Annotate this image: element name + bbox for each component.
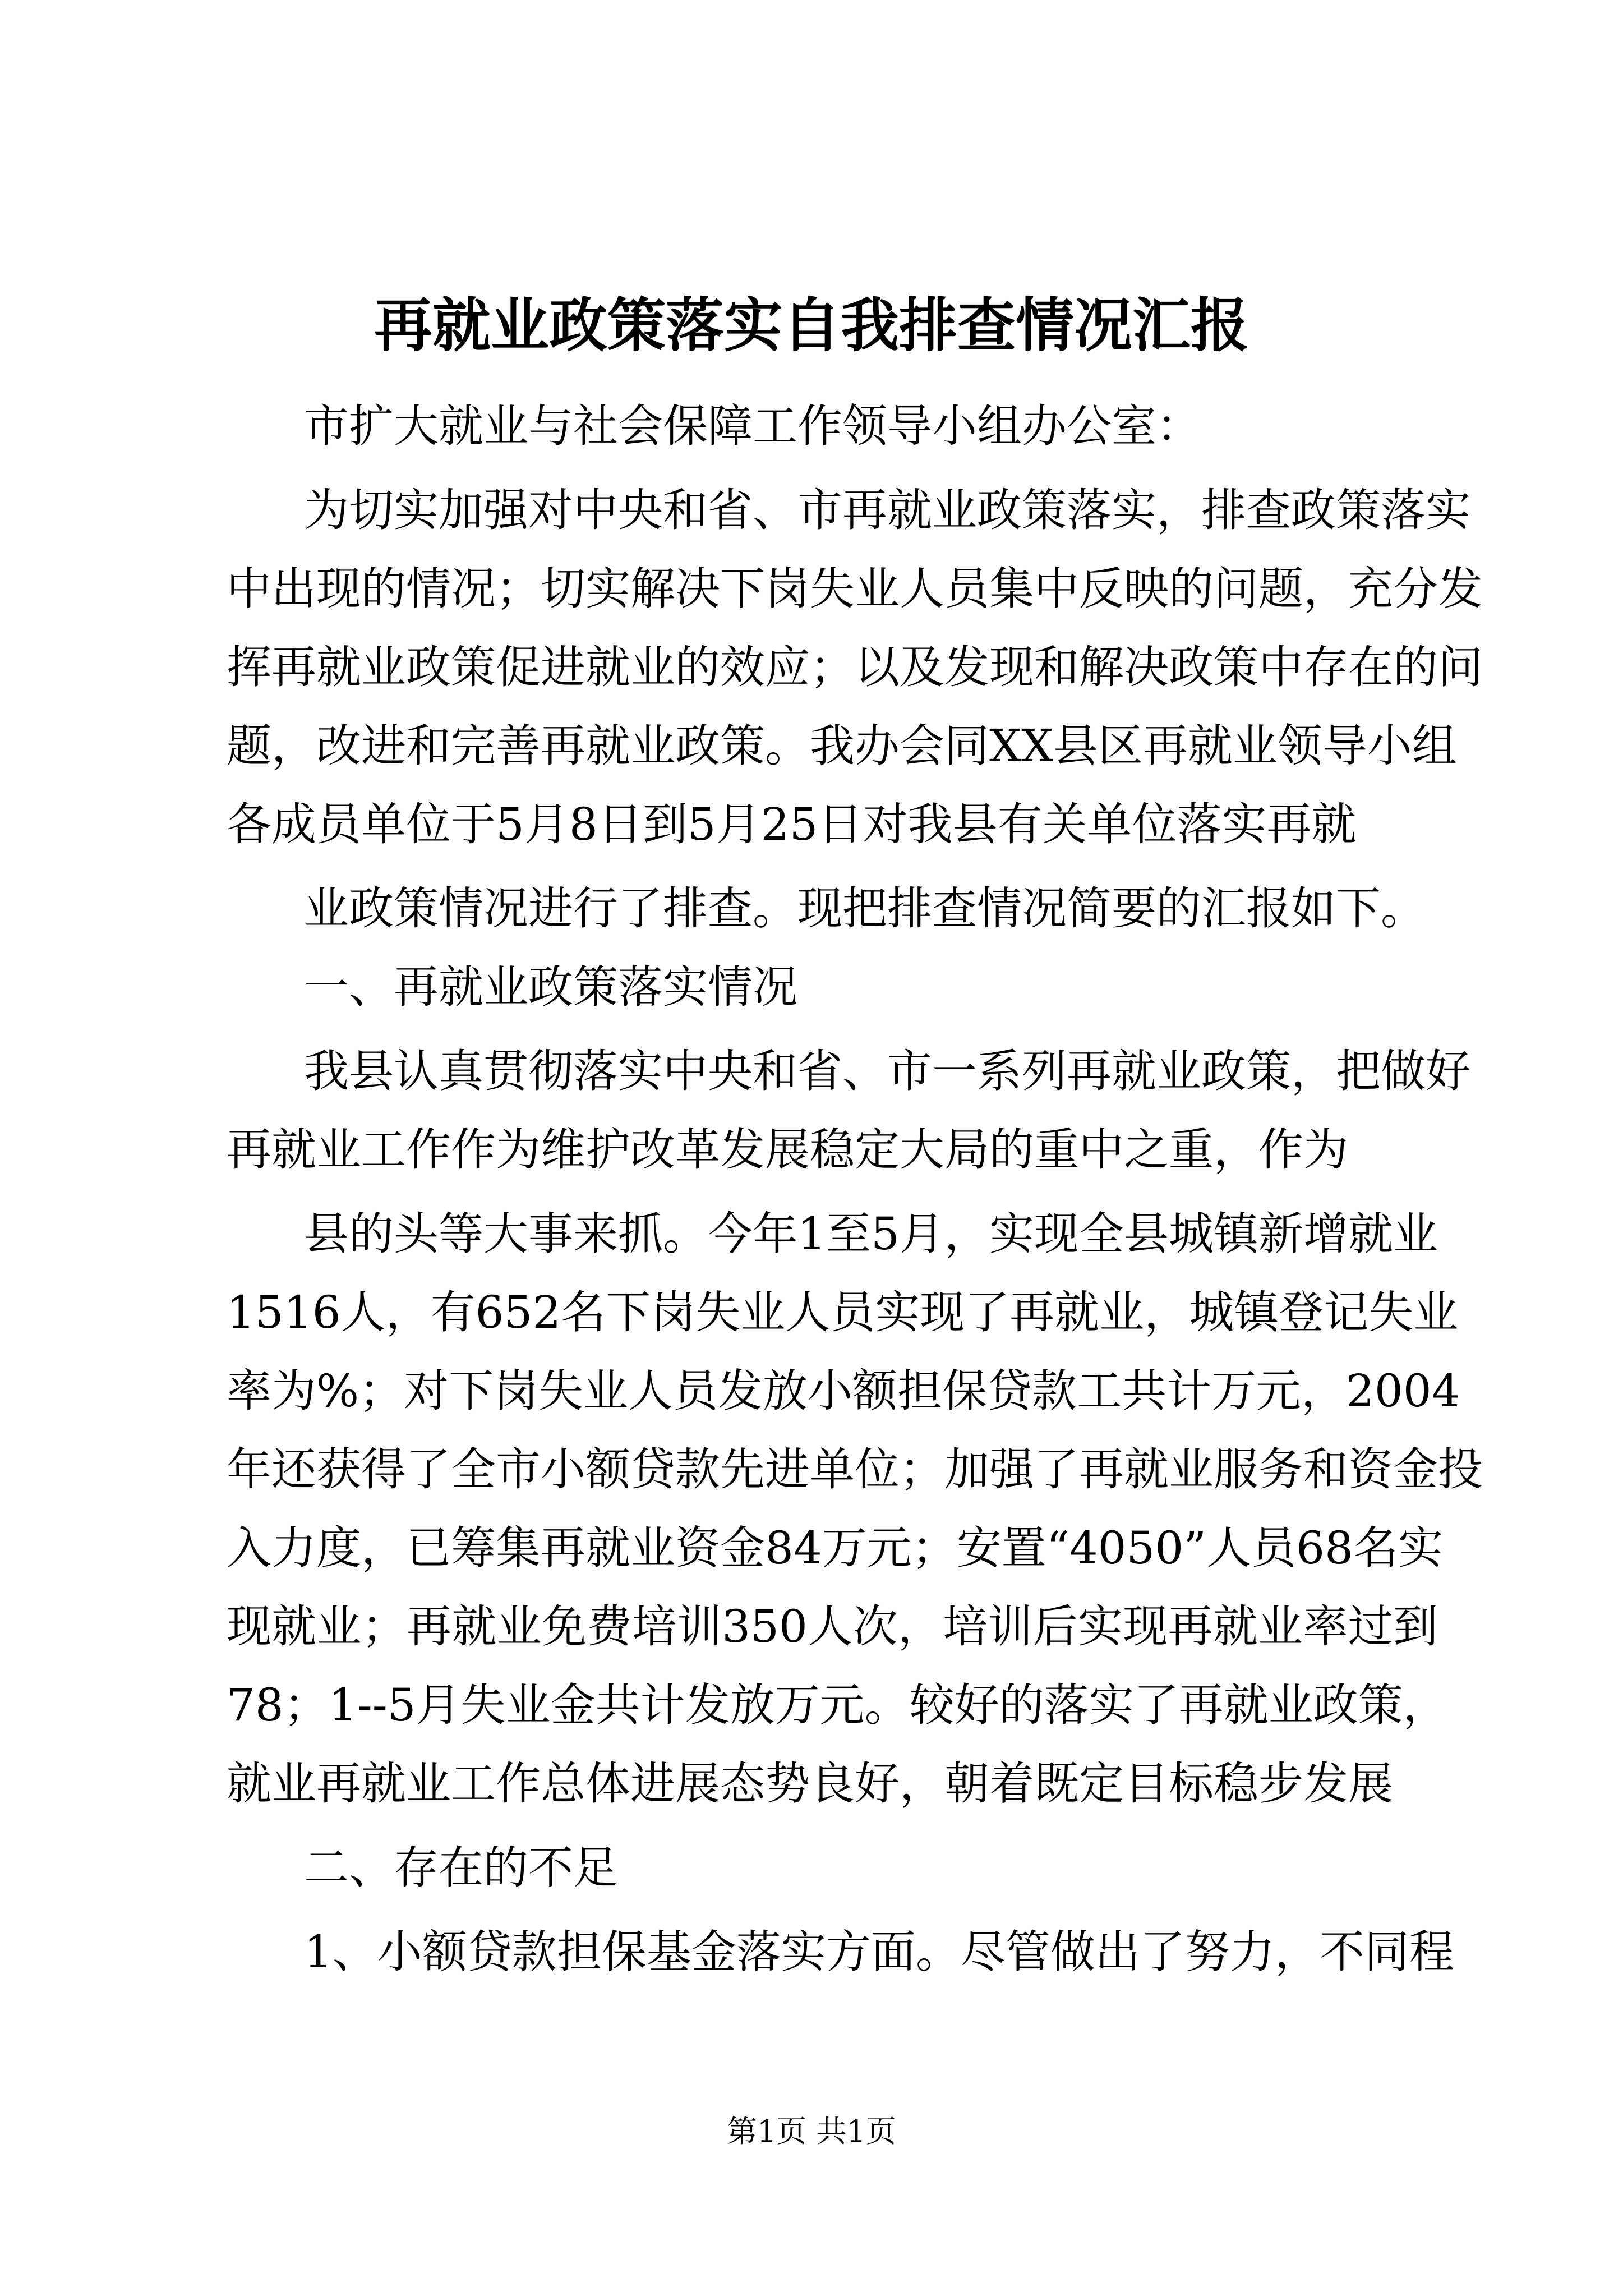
section-heading: 一、再就业政策落实情况 [304,961,797,1013]
text-line: 1516人，有652名下岗失业人员实现了再就业，城镇登记失业 [227,1286,1459,1338]
text-line: 各成员单位于5月8日到5月25日对我县有关单位落实再就 [227,798,1357,850]
text-line: 挥再就业政策促进就业的效应；以及发现和解决政策中存在的问 [227,641,1483,693]
text-line: 现就业；再就业免费培训350人次，培训后实现再就业率过到 [227,1600,1438,1653]
text-line: 中出现的情况；切实解决下岗失业人员集中反映的问题，充分发 [227,563,1483,615]
text-line: 78；1--5月失业金共计发放万元。较好的落实了再就业政策， [227,1679,1448,1731]
text-line: 再就业工作作为维护改革发展稳定大局的重中之重，作为 [227,1124,1348,1176]
section-heading: 二、存在的不足 [304,1842,618,1894]
text-line: 年还获得了全市小额贷款先进单位；加强了再就业服务和资金投 [227,1443,1483,1496]
text-line: 率为%；对下岗失业人员发放小额担保贷款工共计万元，2004 [227,1365,1460,1417]
text-line: 就业再就业工作总体进展态势良好，朝着既定目标稳步发展 [227,1757,1393,1810]
text-line: 1、小额贷款担保基金落实方面。尽管做出了努力，不同程 [304,1926,1454,1978]
text-line: 为切实加强对中央和省、市再就业政策落实，排查政策落实 [304,484,1470,536]
document-title: 再就业政策落实自我排查情况汇报 [374,291,1249,360]
text-line: 题，改进和完善再就业政策。我办会同XX县区再就业领导小组 [227,720,1457,772]
text-line: 市扩大就业与社会保障工作领导小组办公室： [304,400,1201,452]
text-line: 入力度，已筹集再就业资金84万元；安置“4050”人员68名实 [227,1522,1443,1574]
page-footer: 第1页 共1页 [727,2114,896,2149]
text-line: 我县认真贯彻落实中央和省、市一系列再就业政策，把做好 [304,1045,1470,1097]
text-line: 县的头等大事来抓。今年1至5月，实现全县城镇新增就业 [304,1208,1438,1260]
text-line: 业政策情况进行了排查。现把排查情况简要的汇报如下。 [304,882,1426,935]
